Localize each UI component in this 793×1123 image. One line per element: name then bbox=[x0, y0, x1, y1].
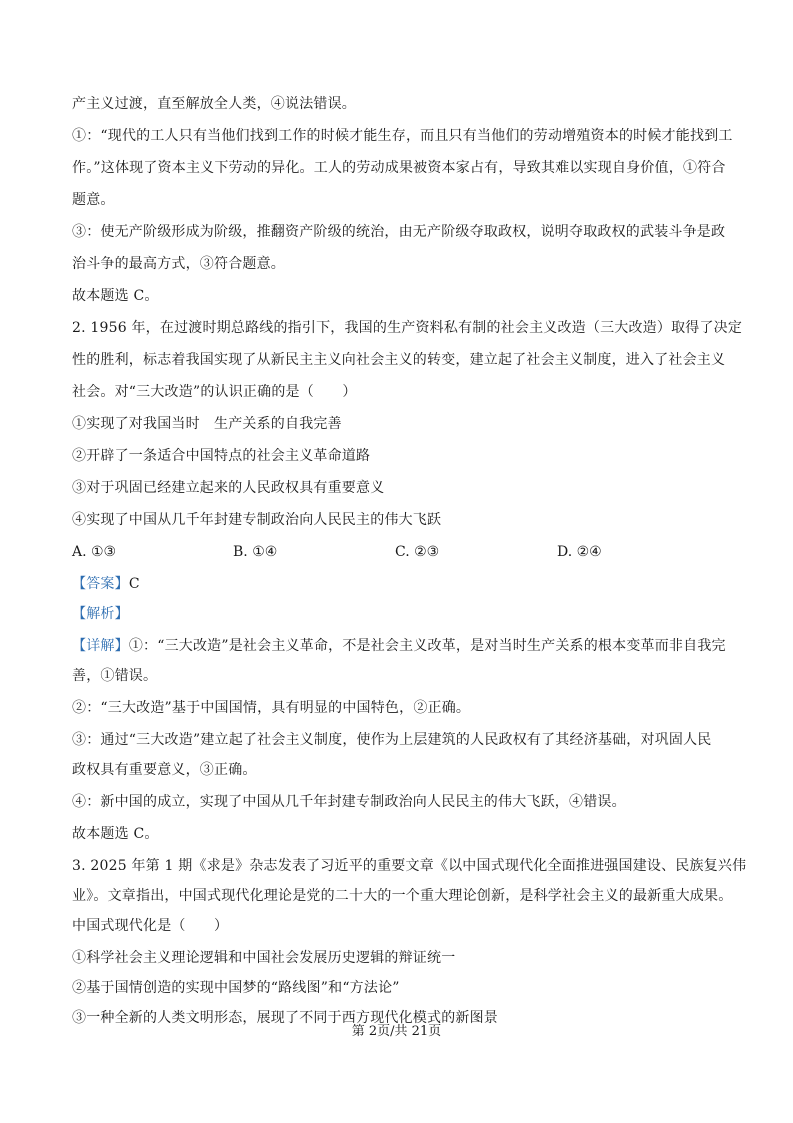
detail-line: 善，①错误。 bbox=[72, 668, 158, 684]
detail-line bbox=[72, 636, 726, 656]
question-stem-line: 中国式现代化是（ ） bbox=[72, 918, 229, 934]
statement-item: ③一种全新的人类文明形态，展现了不同于西方现代化模式的新图景 bbox=[72, 1010, 498, 1026]
statement-item: ①科学社会主义理论逻辑和中国社会发展历史逻辑的辩证统一 bbox=[72, 950, 456, 966]
detail-line: ③：通过“三大改造”建立起了社会主义制度，使作为上层建筑的人民政权有了其经济基础，对巩固人民 bbox=[72, 732, 712, 748]
answer-tag: 【答案】 bbox=[72, 576, 129, 592]
page-number: 第 2页/共 21页 bbox=[351, 1024, 442, 1039]
option-d: D. ②④ bbox=[557, 544, 602, 560]
detail-text: ①：“三大改造”是社会主义革命，不是社会主义改革，是对当时生产关系的根本变革而非自我完 bbox=[128, 638, 726, 654]
statement-item: ②开辟了一条适合中国特点的社会主义革命道路 bbox=[72, 448, 371, 464]
statement-item: ②基于国情创造的实现中国梦的“路线图”和“方法论” bbox=[72, 980, 400, 996]
option-c: C. ②③ bbox=[395, 544, 440, 560]
analysis-tag: 【解析】 bbox=[72, 606, 129, 622]
statement-item: ①实现了对我国当时 生产关系的自我完善 bbox=[72, 416, 342, 432]
detail-line: ②：“三大改造”基于中国国情，具有明显的中国特色，②正确。 bbox=[72, 700, 471, 716]
answer-line bbox=[72, 574, 140, 594]
option-b: B. ①④ bbox=[233, 544, 278, 560]
explanation-line: ①：“现代的工人只有当他们找到工作的时候才能生存，而且只有当他们的劳动增殖资本的时候才能找到工 bbox=[72, 128, 733, 144]
statement-item: ③对于巩固已经建立起来的人民政权具有重要意义 bbox=[72, 480, 385, 496]
analysis-line bbox=[72, 604, 129, 624]
option-a: A. ①③ bbox=[72, 544, 117, 560]
conclusion-line: 故本题选 C。 bbox=[72, 288, 159, 304]
detail-tag: 【详解】 bbox=[72, 638, 129, 654]
statement-item: ④实现了中国从几千年封建专制政治向人民民主的伟大飞跃 bbox=[72, 512, 442, 528]
explanation-line: 题意。 bbox=[72, 192, 115, 208]
question-stem-line: 2. 1956 年，在过渡时期总路线的指引下，我国的生产资料私有制的社会主义改造（三大改造）取得了决定 bbox=[72, 320, 743, 336]
explanation-line: ③：使无产阶级形成为阶级，推翻资产阶级的统治，由无产阶级夺取政权，说明夺取政权的武装斗争是政 bbox=[72, 224, 726, 240]
conclusion-line: 故本题选 C。 bbox=[72, 826, 159, 842]
explanation-line: 作。”这体现了资本主义下劳动的异化。工人的劳动成果被资本家占有，导致其难以实现自身价值，①符合 bbox=[72, 160, 726, 176]
answer-value: C bbox=[128, 576, 140, 592]
detail-line: 政权具有重要意义，③正确。 bbox=[72, 762, 257, 778]
question-stem-line: 业》。文章指出，中国式现代化理论是党的二十大的一个重大理论创新，是科学社会主义的最新重大成果。 bbox=[72, 888, 733, 904]
explanation-line: 产主义过渡，直至解放全人类，④说法错误。 bbox=[72, 96, 356, 112]
question-stem-line: 3. 2025 年第 1 期《求是》杂志发表了习近平的重要文章《以中国式现代化全面推进强国建设、民族复兴伟 bbox=[72, 858, 747, 874]
explanation-line: 治斗争的最高方式，③符合题意。 bbox=[72, 256, 285, 272]
question-stem-line: 社会。对“三大改造”的认识正确的是（ ） bbox=[72, 384, 357, 400]
question-stem-line: 性的胜利，标志着我国实现了从新民主主义向社会主义的转变，建立起了社会主义制度，进入了社会主义 bbox=[72, 352, 726, 368]
detail-line: ④：新中国的成立，实现了中国从几千年封建专制政治向人民民主的伟大飞跃，④错误。 bbox=[72, 794, 626, 810]
